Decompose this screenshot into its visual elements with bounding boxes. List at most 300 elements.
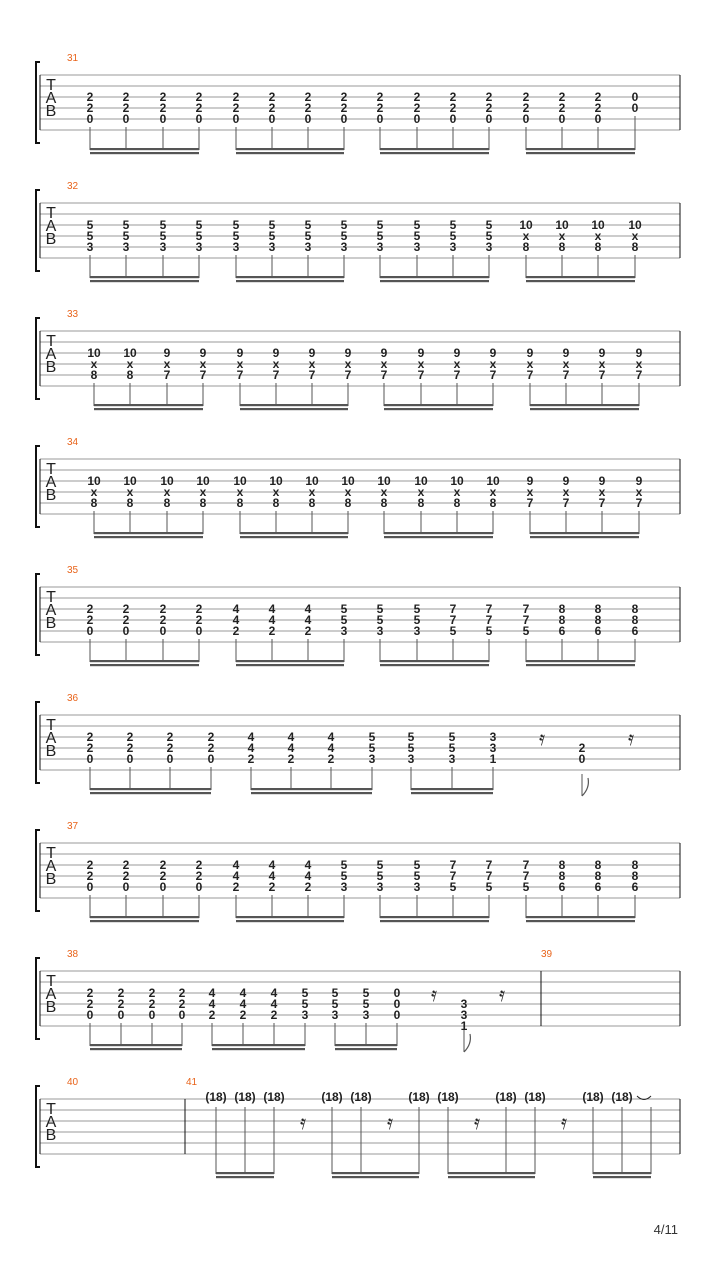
harmonic-note: (18) [437,1090,459,1104]
fret-number: 10 [269,474,283,488]
fret-number: x [417,485,425,499]
fret-number: x [522,229,530,243]
fret-number: x [236,485,244,499]
beam [332,1176,419,1178]
fret-number: 5 [195,218,203,232]
fret-number: 7 [635,368,643,382]
fret-number: 9 [453,346,461,360]
fret-number: 8 [489,496,497,510]
harmonic-note: (18) [408,1090,430,1104]
beam [593,1172,651,1174]
beam [526,664,635,666]
fret-number: 2 [195,101,203,115]
fret-number: x [635,485,643,499]
beam [236,280,344,282]
sixteenth-rest: 𝄿 [627,728,635,750]
fret-number: 0 [631,90,639,104]
fret-number: 4 [287,741,295,755]
fret-number: x [199,357,207,371]
fret-number: 2 [268,101,276,115]
fret-number: 3 [340,880,348,894]
fret-number: 9 [417,346,425,360]
fret-number: 0 [449,112,457,126]
fret-number: 4 [268,858,276,872]
measure-number: 31 [67,53,79,64]
fret-number: 0 [195,880,203,894]
fret-number: 2 [340,90,348,104]
beam [212,1048,305,1050]
harmonic-note: (18) [234,1090,256,1104]
fret-number: 2 [86,101,94,115]
beam [526,280,635,282]
beam [90,660,199,662]
fret-number: 0 [86,1008,94,1022]
fret-number: 8 [631,613,639,627]
fret-number: 5 [449,218,457,232]
fret-number: 10 [341,474,355,488]
fret-number: 7 [522,858,530,872]
fret-number: 8 [126,368,134,382]
fret-number: 5 [232,229,240,243]
fret-number: 4 [327,741,335,755]
fret-number: x [199,485,207,499]
fret-number: x [380,357,388,371]
fret-number: x [163,357,171,371]
fret-number: 2 [413,90,421,104]
fret-number: 4 [232,869,240,883]
fret-number: 2 [376,90,384,104]
fret-number: 7 [236,368,244,382]
fret-number: 8 [90,368,98,382]
fret-number: 8 [199,496,207,510]
fret-number: 7 [522,869,530,883]
beam [90,788,211,790]
fret-number: 0 [86,880,94,894]
beam [90,792,211,794]
sixteenth-rest: 𝄿 [560,1112,568,1134]
fret-number: 9 [562,474,570,488]
system-bracket [36,62,40,143]
fret-number: 2 [376,101,384,115]
fret-number: 2 [208,1008,216,1022]
fret-number: 8 [453,496,461,510]
beam [526,152,635,154]
fret-number: 8 [631,858,639,872]
fret-number: 0 [558,112,566,126]
fret-number: x [526,485,534,499]
fret-number: 4 [304,858,312,872]
fret-number: 5 [86,218,94,232]
beam [526,660,635,662]
fret-number: 7 [344,368,352,382]
fret-number: 0 [413,112,421,126]
fret-number: 7 [635,496,643,510]
fret-number: 0 [393,986,401,1000]
fret-number: 3 [376,240,384,254]
fret-number: 8 [594,240,602,254]
fret-number: 5 [376,218,384,232]
fret-number: 10 [123,474,137,488]
beam [530,404,639,406]
fret-number: 8 [558,869,566,883]
tab-clef-letter: T [46,845,56,862]
fret-number: 5 [304,218,312,232]
system-bracket [36,702,40,783]
fret-number: 5 [376,613,384,627]
fret-number: 5 [340,218,348,232]
fret-number: 5 [86,229,94,243]
fret-number: 3 [485,240,493,254]
fret-number: 2 [86,986,94,1000]
beam [448,1176,535,1178]
fret-number: 7 [489,368,497,382]
fret-number: 5 [485,624,493,638]
fret-number: 8 [631,602,639,616]
tab-clef-letter: B [45,871,57,888]
fret-number: x [126,357,134,371]
fret-number: 2 [86,602,94,616]
fret-number: 7 [485,602,493,616]
fret-number: 5 [340,602,348,616]
fret-number: 8 [594,613,602,627]
fret-number: 2 [207,741,215,755]
fret-number: 5 [449,229,457,243]
fret-number: 9 [163,346,171,360]
fret-number: 7 [272,368,280,382]
beam [380,660,489,662]
fret-number: 8 [558,858,566,872]
fret-number: 5 [448,741,456,755]
fret-number: 4 [287,730,295,744]
fret-number: 10 [486,474,500,488]
fret-number: 7 [526,368,534,382]
fret-number: x [489,485,497,499]
fret-number: x [453,485,461,499]
tab-clef-letter: A [45,1114,57,1131]
fret-number: 8 [558,613,566,627]
fret-number: 2 [485,101,493,115]
beam [380,664,489,666]
fret-number: 5 [368,741,376,755]
fret-number: 9 [562,346,570,360]
fret-number: 2 [268,90,276,104]
fret-number: 5 [331,986,339,1000]
fret-number: 8 [558,602,566,616]
fret-number: 9 [526,474,534,488]
fret-number: x [126,485,134,499]
fret-number: 4 [247,741,255,755]
beam [240,408,348,410]
beam [90,280,199,282]
measure-number: 40 [67,1077,79,1088]
fret-number: 2 [86,869,94,883]
fret-number: 9 [598,346,606,360]
fret-number: 3 [489,730,497,744]
fret-number: 5 [376,602,384,616]
fret-number: 9 [598,474,606,488]
fret-number: 2 [117,986,125,1000]
fret-number: 5 [413,229,421,243]
fret-number: 0 [304,112,312,126]
fret-number: 5 [304,229,312,243]
fret-number: 3 [304,240,312,254]
fret-number: 4 [270,986,278,1000]
fret-number: 4 [239,997,247,1011]
fret-number: 5 [301,986,309,1000]
fret-number: 2 [126,730,134,744]
fret-number: 2 [148,997,156,1011]
fret-number: 5 [122,229,130,243]
fret-number: 3 [460,1008,468,1022]
fret-number: 2 [449,101,457,115]
fret-number: x [558,229,566,243]
fret-number: 0 [126,752,134,766]
fret-number: 8 [594,602,602,616]
fret-number: 2 [232,880,240,894]
tab-clef-letter: B [45,231,57,248]
beam [216,1176,274,1178]
beam [90,1044,182,1046]
fret-number: 5 [376,858,384,872]
fret-number: 2 [232,90,240,104]
beam [384,536,493,538]
fret-number: 9 [344,346,352,360]
fret-number: 7 [598,496,606,510]
system-bracket [36,830,40,911]
fret-number: 2 [166,741,174,755]
fret-number: 2 [159,869,167,883]
beam [240,536,348,538]
fret-number: 4 [268,613,276,627]
beam [90,276,199,278]
tab-clef-letter: A [45,730,57,747]
fret-number: 0 [195,112,203,126]
tab-clef-letter: T [46,1101,56,1118]
fret-number: 10 [414,474,428,488]
fret-number: 5 [485,229,493,243]
beam [90,664,199,666]
beam [384,532,493,534]
fret-number: 9 [635,474,643,488]
fret-number: 7 [562,368,570,382]
fret-number: 5 [340,858,348,872]
fret-number: 7 [417,368,425,382]
fret-number: 7 [526,496,534,510]
fret-number: 1 [460,1019,468,1033]
fret-number: 9 [272,346,280,360]
measure-number: 36 [67,693,79,704]
beam [530,536,639,538]
measure-number: 32 [67,181,79,192]
fret-number: 2 [159,602,167,616]
fret-number: 3 [340,240,348,254]
beam [236,148,344,150]
fret-number: 5 [448,730,456,744]
fret-number: 2 [86,741,94,755]
fret-number: 8 [380,496,388,510]
beam [90,148,199,150]
fret-number: 4 [304,613,312,627]
tab-clef-letter: B [45,743,57,760]
tab-clef-letter: B [45,103,57,120]
fret-number: 5 [122,218,130,232]
sixteenth-rest: 𝄿 [299,1112,307,1134]
tab-clef-letter: B [45,1127,57,1144]
beam [526,920,635,922]
fret-number: 2 [239,1008,247,1022]
fret-number: 0 [122,880,130,894]
system-bracket [36,190,40,271]
fret-number: 3 [449,240,457,254]
tab-clef-letter: B [45,487,57,504]
fret-number: 5 [449,624,457,638]
tab-clef-letter: T [46,205,56,222]
fret-number: 4 [232,613,240,627]
fret-number: 5 [159,218,167,232]
fret-number: 3 [489,741,497,755]
beam [90,152,199,154]
fret-number: 0 [594,112,602,126]
tab-clef-letter: T [46,77,56,94]
fret-number: 5 [376,229,384,243]
system-bracket [36,318,40,399]
fret-number: 10 [591,218,605,232]
fret-number: 3 [122,240,130,254]
fret-number: 2 [449,90,457,104]
sixteenth-rest: 𝄿 [473,1112,481,1134]
fret-number: 7 [522,613,530,627]
sixteenth-rest: 𝄿 [430,984,438,1006]
fret-number: 3 [301,1008,309,1022]
fret-number: x [272,485,280,499]
fret-number: 2 [304,880,312,894]
beam [251,788,372,790]
fret-number: 0 [522,112,530,126]
fret-number: 5 [485,218,493,232]
fret-number: 3 [232,240,240,254]
fret-number: 0 [86,112,94,126]
fret-number: 3 [413,880,421,894]
fret-number: x [562,485,570,499]
fret-number: 2 [86,90,94,104]
fret-number: 0 [195,624,203,638]
tab-clef-letter: A [45,602,57,619]
fret-number: 2 [86,730,94,744]
harmonic-note: (18) [321,1090,343,1104]
measure-number: 34 [67,437,79,448]
fret-number: 0 [86,624,94,638]
system-bracket [36,446,40,527]
fret-number: 2 [558,90,566,104]
fret-number: 7 [485,858,493,872]
measure-number: 35 [67,565,79,576]
fret-number: 8 [558,240,566,254]
fret-number: 4 [270,997,278,1011]
tab-clef-letter: A [45,346,57,363]
fret-number: 6 [558,624,566,638]
fret-number: 5 [407,730,415,744]
fret-number: 8 [631,869,639,883]
fret-number: x [598,485,606,499]
fret-number: 2 [122,613,130,627]
fret-number: 3 [331,1008,339,1022]
fret-number: 5 [413,602,421,616]
fret-number: 0 [631,101,639,115]
fret-number: 10 [233,474,247,488]
fret-number: 9 [236,346,244,360]
fret-number: 5 [195,229,203,243]
beam [236,152,344,154]
fret-number: 2 [594,90,602,104]
fret-number: 7 [485,869,493,883]
beam [212,1044,305,1046]
fret-number: 7 [449,602,457,616]
measure-number: 41 [186,1077,198,1088]
beam [236,660,344,662]
fret-number: 4 [239,986,247,1000]
fret-number: 4 [247,730,255,744]
fret-number: 9 [635,346,643,360]
beam [380,276,489,278]
beam [240,532,348,534]
fret-number: 2 [268,624,276,638]
fret-number: 2 [122,858,130,872]
fret-number: 8 [308,496,316,510]
fret-number: 5 [368,730,376,744]
fret-number: 2 [86,613,94,627]
beam [380,152,489,154]
fret-number: 7 [449,869,457,883]
fret-number: 4 [327,730,335,744]
harmonic-note: (18) [205,1090,227,1104]
fret-number: 10 [519,218,533,232]
fret-number: 0 [159,880,167,894]
system-bracket [36,574,40,655]
fret-number: 3 [159,240,167,254]
fret-number: 2 [304,624,312,638]
fret-number: 10 [160,474,174,488]
fret-number: 0 [178,1008,186,1022]
fret-number: 2 [287,752,295,766]
beam [384,408,493,410]
fret-number: 9 [526,346,534,360]
tab-clef-letter: B [45,615,57,632]
fret-number: 0 [376,112,384,126]
fret-number: 3 [86,240,94,254]
beam [335,1044,397,1046]
fret-number: 2 [122,101,130,115]
fret-number: 2 [270,1008,278,1022]
fret-number: 5 [413,869,421,883]
fret-number: 9 [380,346,388,360]
fret-number: 7 [598,368,606,382]
beam [384,404,493,406]
fret-number: 4 [268,869,276,883]
measure-number: 38 [67,949,79,960]
fret-number: x [489,357,497,371]
fret-number: 5 [522,624,530,638]
eighth-flag [464,1034,470,1052]
fret-number: 10 [87,474,101,488]
tab-clef-letter: T [46,333,56,350]
fret-number: 10 [628,218,642,232]
fret-number: 10 [123,346,137,360]
fret-number: 6 [631,880,639,894]
fret-number: x [344,485,352,499]
fret-number: 7 [199,368,207,382]
tab-clef-letter: T [46,589,56,606]
beam [380,916,489,918]
